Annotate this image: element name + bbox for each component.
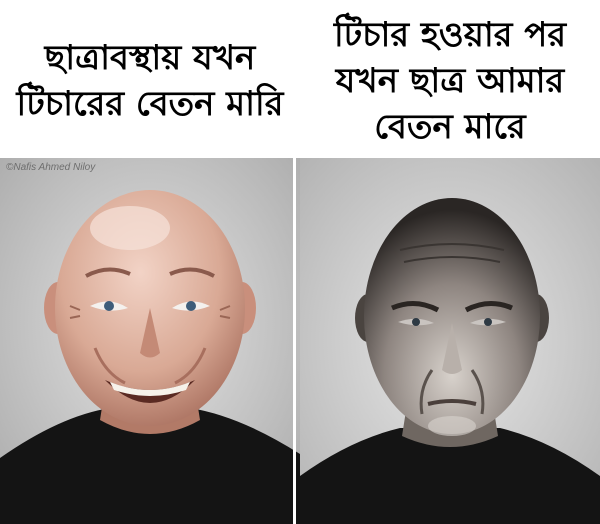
panel-divider — [293, 158, 296, 524]
stern-bald-man-portrait — [300, 158, 600, 524]
watermark: ©Nafis Ahmed Niloy — [6, 162, 96, 173]
caption-row — [0, 0, 600, 158]
left-panel — [0, 158, 300, 524]
right-panel — [300, 158, 600, 524]
left-caption: ছাত্রাবস্থায় যখন টিচারের বেতন মারি — [16, 38, 284, 124]
smiling-bald-man-portrait — [0, 158, 300, 524]
right-caption: টিচার হওয়ার পর যখন ছাত্র আমার বেতন মারে — [333, 15, 567, 147]
image-panels — [0, 158, 600, 524]
